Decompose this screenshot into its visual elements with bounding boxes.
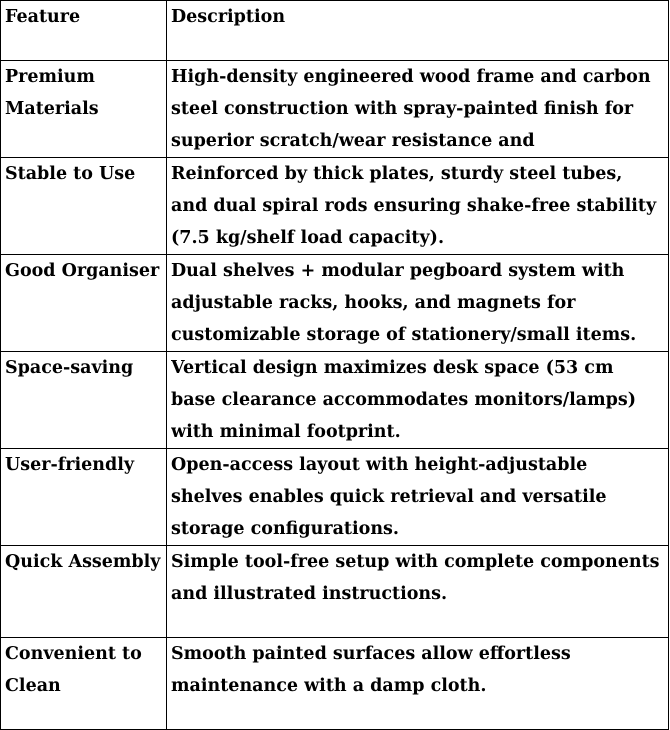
- description-text: Open-access layout with height-adjustable shelves enables quick retrieval and versatile storage configurations.: [171, 455, 607, 539]
- table-row: [1, 352, 669, 449]
- feature-cell: [1, 546, 167, 638]
- feature-cell: [1, 638, 167, 730]
- header-description-label: Description: [171, 7, 286, 27]
- table-row: [1, 255, 669, 352]
- feature-label: Premium Materials: [5, 67, 99, 119]
- header-description: [167, 1, 669, 61]
- feature-cell: [1, 61, 167, 158]
- feature-label: User-friendly: [5, 455, 135, 475]
- description-cell: [167, 255, 669, 352]
- description-text: Smooth painted surfaces allow effortless maintenance with a damp cloth.: [171, 644, 571, 696]
- feature-label: Space-saving: [5, 358, 134, 378]
- description-cell: [167, 638, 669, 730]
- header-feature-label: Feature: [5, 7, 81, 27]
- feature-cell: [1, 449, 167, 546]
- feature-cell: [1, 255, 167, 352]
- description-text: Reinforced by thick plates, sturdy steel tubes, and dual spiral rods ensuring shake-free stability (7.5 kg/shelf load capacity).: [171, 164, 657, 248]
- feature-label: Convenient to Clean: [5, 644, 142, 696]
- header-feature: [1, 1, 167, 61]
- description-cell: [167, 158, 669, 255]
- description-cell: [167, 546, 669, 638]
- description-cell: [167, 352, 669, 449]
- feature-label: Stable to Use: [5, 164, 136, 184]
- description-text: Simple tool-free setup with complete components and illustrated instructions.: [171, 552, 660, 604]
- table-row: [1, 546, 669, 638]
- feature-cell: [1, 352, 167, 449]
- description-text: Vertical design maximizes desk space (53 cm base clearance accommodates monitors/lamps) with minimal footprint.: [171, 358, 637, 442]
- feature-label: Good Organiser: [5, 261, 160, 281]
- table-row: [1, 158, 669, 255]
- feature-label: Quick Assembly: [5, 552, 161, 572]
- description-cell: [167, 449, 669, 546]
- description-cell: [167, 61, 669, 158]
- feature-cell: [1, 158, 167, 255]
- table-row: [1, 638, 669, 730]
- description-text: Dual shelves + modular pegboard system with adjustable racks, hooks, and magnets for customizable storage of stationery/small items.: [171, 261, 637, 345]
- table-header-row: [1, 1, 669, 61]
- table-row: [1, 61, 669, 158]
- table-row: [1, 449, 669, 546]
- description-text: High-density engineered wood frame and carbon steel construction with spray-painted finish for superior scratch/wear resistance and: [171, 67, 651, 151]
